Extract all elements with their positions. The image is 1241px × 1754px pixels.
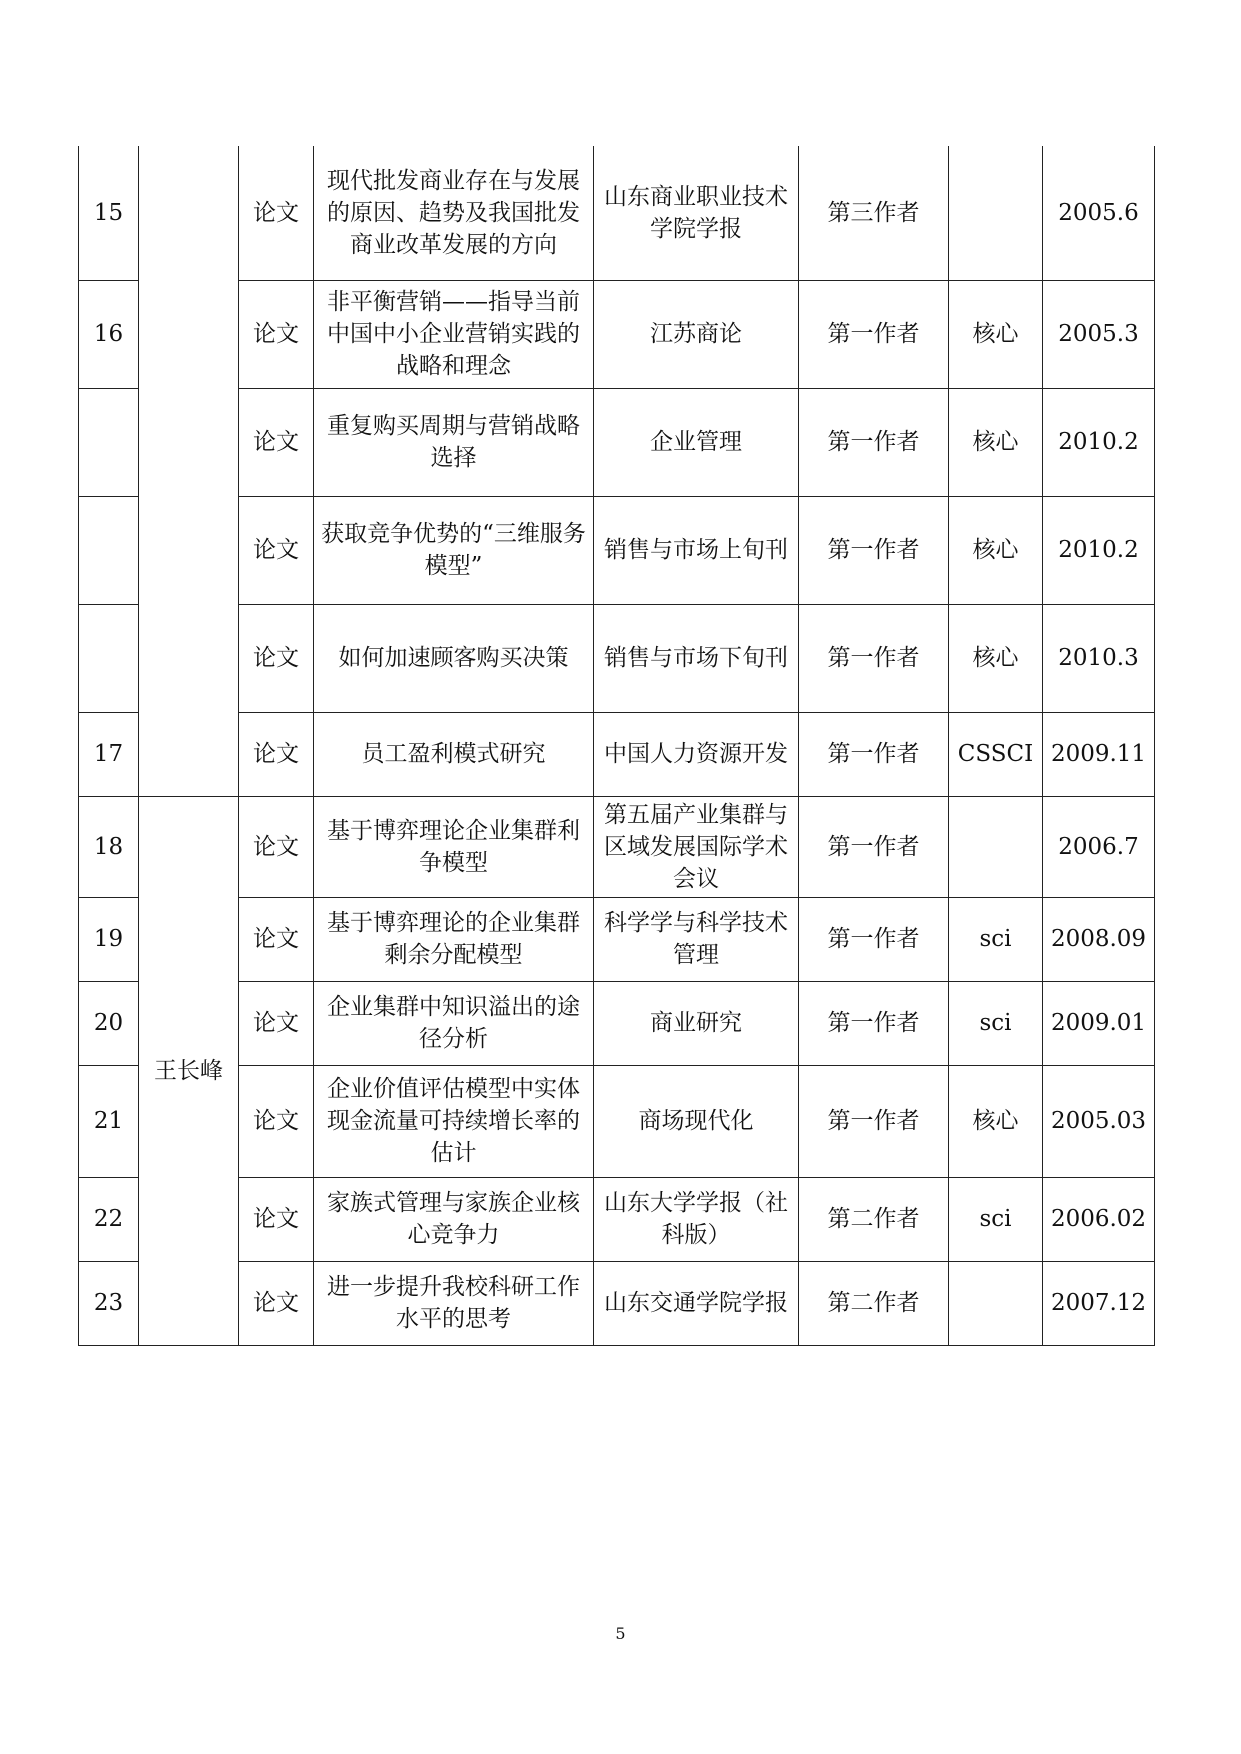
author-role: 第一作者	[799, 981, 949, 1065]
row-number	[79, 604, 139, 712]
table-row	[79, 1177, 1155, 1261]
publish-date: 2010.2	[1043, 496, 1155, 604]
publication: 山东大学学报（社科版）	[594, 1177, 799, 1261]
paper-title: 企业价值评估模型中实体现金流量可持续增长率的估计	[314, 1065, 594, 1177]
publication: 山东商业职业技术学院学报	[594, 146, 799, 280]
table-row	[79, 897, 1155, 981]
index-level	[949, 1261, 1043, 1345]
item-type: 论文	[239, 1261, 314, 1345]
author-role: 第一作者	[799, 796, 949, 897]
item-type: 论文	[239, 1177, 314, 1261]
table-row	[79, 146, 1155, 280]
paper-title: 基于博弈理论的企业集群剩余分配模型	[314, 897, 594, 981]
index-level: 核心	[949, 496, 1043, 604]
item-type: 论文	[239, 796, 314, 897]
publish-date: 2008.09	[1043, 897, 1155, 981]
item-type: 论文	[239, 146, 314, 280]
index-level: 核心	[949, 1065, 1043, 1177]
paper-title: 企业集群中知识溢出的途径分析	[314, 981, 594, 1065]
author-role: 第一作者	[799, 712, 949, 796]
table-row	[79, 1065, 1155, 1177]
item-type: 论文	[239, 280, 314, 388]
row-number	[79, 388, 139, 496]
paper-title: 基于博弈理论企业集群利争模型	[314, 796, 594, 897]
index-level: sci	[949, 897, 1043, 981]
table-row	[79, 388, 1155, 496]
table-row	[79, 496, 1155, 604]
page-number: 5	[615, 1624, 626, 1643]
publication: 科学学与科学技术管理	[594, 897, 799, 981]
table-row	[79, 604, 1155, 712]
item-type: 论文	[239, 897, 314, 981]
row-number: 23	[79, 1261, 139, 1345]
paper-title: 员工盈利模式研究	[314, 712, 594, 796]
table-row	[79, 1261, 1155, 1345]
publication: 销售与市场下旬刊	[594, 604, 799, 712]
author-role: 第二作者	[799, 1177, 949, 1261]
author-role: 第一作者	[799, 1065, 949, 1177]
publication: 山东交通学院学报	[594, 1261, 799, 1345]
index-level: CSSCI	[949, 712, 1043, 796]
item-type: 论文	[239, 496, 314, 604]
publication: 商场现代化	[594, 1065, 799, 1177]
table-row	[79, 796, 1155, 897]
publish-date: 2010.2	[1043, 388, 1155, 496]
item-type: 论文	[239, 1065, 314, 1177]
item-type: 论文	[239, 388, 314, 496]
index-level: sci	[949, 981, 1043, 1065]
index-level: sci	[949, 1177, 1043, 1261]
index-level: 核心	[949, 604, 1043, 712]
author-role: 第一作者	[799, 897, 949, 981]
row-number	[79, 496, 139, 604]
author-role: 第一作者	[799, 604, 949, 712]
publications-table	[78, 146, 1155, 1346]
publish-date: 2009.01	[1043, 981, 1155, 1065]
publish-date: 2009.11	[1043, 712, 1155, 796]
author-role: 第一作者	[799, 280, 949, 388]
author-role: 第一作者	[799, 388, 949, 496]
publication: 企业管理	[594, 388, 799, 496]
publish-date: 2006.02	[1043, 1177, 1155, 1261]
index-level: 核心	[949, 388, 1043, 496]
publish-date: 2006.7	[1043, 796, 1155, 897]
paper-title: 非平衡营销——指导当前中国中小企业营销实践的战略和理念	[314, 280, 594, 388]
publish-date: 2007.12	[1043, 1261, 1155, 1345]
item-type: 论文	[239, 604, 314, 712]
row-number: 21	[79, 1065, 139, 1177]
publication: 销售与市场上旬刊	[594, 496, 799, 604]
publish-date: 2005.3	[1043, 280, 1155, 388]
paper-title: 进一步提升我校科研工作水平的思考	[314, 1261, 594, 1345]
index-level: 核心	[949, 280, 1043, 388]
author-role: 第一作者	[799, 496, 949, 604]
publication: 江苏商论	[594, 280, 799, 388]
row-number: 19	[79, 897, 139, 981]
row-number: 15	[79, 146, 139, 280]
paper-title: 如何加速顾客购买决策	[314, 604, 594, 712]
publication: 商业研究	[594, 981, 799, 1065]
author-cell	[139, 146, 239, 796]
publication: 第五届产业集群与区域发展国际学术会议	[594, 796, 799, 897]
index-level	[949, 146, 1043, 280]
row-number: 22	[79, 1177, 139, 1261]
publish-date: 2005.6	[1043, 146, 1155, 280]
index-level	[949, 796, 1043, 897]
paper-title: 获取竞争优势的“三维服务模型”	[314, 496, 594, 604]
publish-date: 2010.3	[1043, 604, 1155, 712]
publish-date: 2005.03	[1043, 1065, 1155, 1177]
paper-title: 重复购买周期与营销战略选择	[314, 388, 594, 496]
table-row	[79, 712, 1155, 796]
row-number: 16	[79, 280, 139, 388]
item-type: 论文	[239, 712, 314, 796]
row-number: 20	[79, 981, 139, 1065]
paper-title: 家族式管理与家族企业核心竞争力	[314, 1177, 594, 1261]
table-row	[79, 981, 1155, 1065]
row-number: 17	[79, 712, 139, 796]
table-row	[79, 280, 1155, 388]
publication: 中国人力资源开发	[594, 712, 799, 796]
row-number: 18	[79, 796, 139, 897]
paper-title: 现代批发商业存在与发展的原因、趋势及我国批发商业改革发展的方向	[314, 146, 594, 280]
item-type: 论文	[239, 981, 314, 1065]
author-role: 第三作者	[799, 146, 949, 280]
author-name: 王长峰	[139, 796, 239, 1345]
author-role: 第二作者	[799, 1261, 949, 1345]
